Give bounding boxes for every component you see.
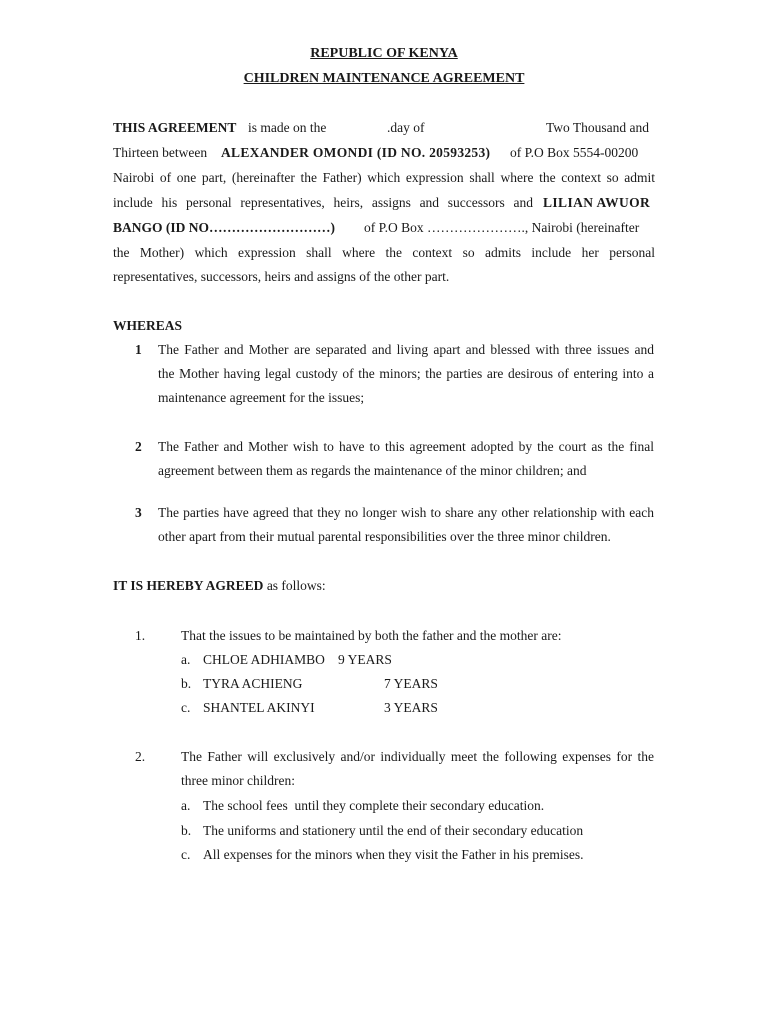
clause-number: 2.: [135, 749, 146, 764]
clause-number: 1.: [135, 628, 146, 643]
whereas-line: The parties have agreed that they no longer wish to share any other relationship with each: [158, 505, 654, 520]
child-letter: b.: [181, 676, 192, 691]
intro-line-6: the Mother) which expression shall where the context so admits include her personal: [113, 245, 655, 260]
father-name: ALEXANDER OMONDI (ID NO. 20593253): [221, 145, 491, 160]
document-title: CHILDREN MAINTENANCE AGREEMENT: [243, 71, 525, 86]
intro-line-3: Nairobi of one part, (hereinafter the Father) which expression shall where the context so admit: [113, 170, 655, 185]
intro-thirteen: Thirteen between: [113, 145, 208, 160]
clause-line: That the issues to be maintained by both the father and the mother are:: [181, 628, 562, 643]
child-letter: a.: [181, 652, 191, 667]
agreed-heading-bold: IT IS HEREBY AGREED: [113, 578, 264, 593]
mother-name-part2: BANGO (ID NO………………………): [113, 220, 335, 235]
expense-letter: c.: [181, 847, 191, 862]
intro-year: Two Thousand and: [546, 120, 650, 135]
document-title-country: REPUBLIC OF KENYA: [310, 46, 458, 61]
whereas-line: maintenance agreement for the issues;: [158, 390, 365, 405]
whereas-line: The Father and Mother wish to have to this agreement adopted by the court as the final: [158, 439, 654, 454]
child-age: 9 YEARS: [338, 652, 392, 667]
child-letter: c.: [181, 700, 191, 715]
expense-letter: a.: [181, 798, 191, 813]
agreed-heading: [113, 578, 326, 594]
expense-item: The school fees until they complete their secondary education.: [203, 798, 545, 813]
child-name: SHANTEL AKINYI: [203, 700, 315, 715]
intro-line-1: [113, 120, 236, 136]
intro-day-of: .day of: [387, 120, 425, 135]
expense-item: The uniforms and stationery until the end of their secondary education: [203, 823, 584, 838]
child-age: 3 YEARS: [384, 700, 438, 715]
whereas-number: 3: [135, 505, 142, 520]
child-age: 7 YEARS: [384, 676, 438, 691]
agreement-label: THIS AGREEMENT: [113, 120, 237, 135]
whereas-line: other apart from their mutual parental responsibilities over the three minor children.: [158, 529, 611, 544]
father-address: of P.O Box 5554-00200: [510, 145, 639, 160]
intro-line-4: include his personal representatives, heirs, assigns and successors and: [113, 195, 533, 210]
whereas-line: The Father and Mother are separated and living apart and blessed with three issues and: [158, 342, 654, 357]
intro-made-on: is made on the: [248, 120, 327, 135]
expense-letter: b.: [181, 823, 192, 838]
mother-name-part1: LILIAN AWUOR: [543, 195, 651, 210]
whereas-number: 2: [135, 439, 142, 454]
clause-line: The Father will exclusively and/or individually meet the following expenses for the: [181, 749, 654, 764]
mother-address: of P.O Box …………………., Nairobi (hereinafter: [364, 220, 640, 235]
expense-item: All expenses for the minors when they visit the Father in his premises.: [203, 847, 584, 862]
whereas-line: agreement between them as regards the maintenance of the minor children; and: [158, 463, 587, 478]
agreed-heading-rest: as follows:: [266, 578, 326, 593]
child-name: CHLOE ADHIAMBO: [203, 652, 325, 667]
clause-line: three minor children:: [181, 773, 295, 788]
child-name: TYRA ACHIENG: [203, 676, 303, 691]
whereas-line: the Mother having legal custody of the minors; the parties are desirous of entering into a: [158, 366, 654, 381]
whereas-heading: WHEREAS: [113, 318, 183, 333]
whereas-number: 1: [135, 342, 142, 357]
intro-line-7: representatives, successors, heirs and assigns of the other part.: [113, 269, 450, 284]
